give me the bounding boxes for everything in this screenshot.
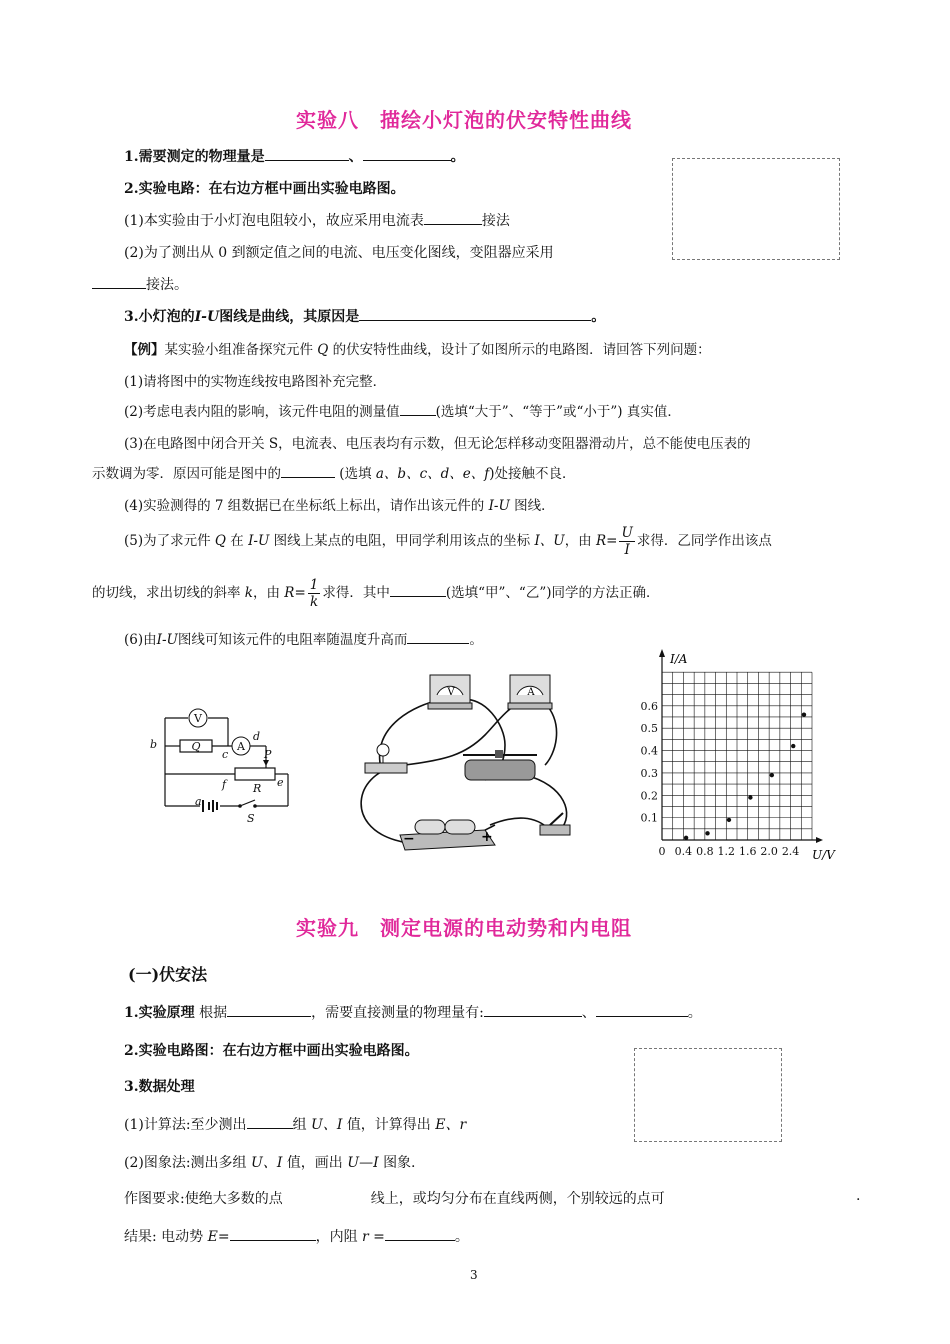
y-tick-label: 0.4 bbox=[640, 744, 658, 758]
chart-ylabel: I/A bbox=[670, 652, 688, 666]
y-tick-label: 0.5 bbox=[640, 722, 658, 736]
wire bbox=[545, 703, 557, 765]
exp8-item3: 3.小灯泡的I-U图线是曲线，其原因是 。 bbox=[124, 306, 605, 326]
label-e: e bbox=[277, 776, 284, 789]
blank[interactable] bbox=[230, 1226, 316, 1241]
blank[interactable] bbox=[385, 1226, 455, 1241]
switch-device bbox=[540, 813, 570, 835]
blank[interactable] bbox=[281, 463, 335, 478]
exp9-subtitle: (一)伏安法 bbox=[128, 965, 208, 984]
label-d: d bbox=[253, 730, 261, 743]
blank[interactable] bbox=[227, 1002, 311, 1017]
x-tick-label: 0.8 bbox=[696, 845, 714, 858]
lamp-holder bbox=[365, 744, 407, 773]
question-3: (3)在电路图中闭合开关 S，电流表、电压表均有示数，但无论怎样移动变阻器滑动片，总不能使电压表的 bbox=[124, 436, 751, 452]
label-f: f bbox=[222, 778, 227, 791]
data-point bbox=[770, 773, 774, 777]
voltmeter-device bbox=[428, 675, 472, 709]
y-tick-label: 0.1 bbox=[640, 811, 658, 825]
exp8-title: 实验八 描绘小灯泡的伏安特性曲线 bbox=[296, 108, 632, 132]
example-intro: 【例】某实验小组准备探究元件 Q 的伏安特性曲线，设计了如图所示的电路图．请回答下列问题： bbox=[124, 342, 711, 358]
battery-holder bbox=[400, 820, 495, 850]
exp8-item2-2-cont: 接法。 bbox=[92, 274, 188, 294]
x-tick-label: 0 bbox=[658, 845, 666, 858]
label-R: R bbox=[253, 782, 262, 795]
svg-text:+: + bbox=[481, 829, 493, 845]
data-point bbox=[748, 795, 752, 799]
x-tick-label: 1.2 bbox=[717, 845, 736, 858]
blank[interactable] bbox=[92, 274, 146, 289]
blank[interactable] bbox=[363, 146, 451, 161]
svg-text:A: A bbox=[527, 687, 535, 698]
exp9-graph-method: (2)图象法:测出多组 U、I 值，画出 U—I 图象. bbox=[124, 1155, 416, 1171]
question-6: (6)由I-U图线可知该元件的电阻率随温度升高而 。 bbox=[124, 628, 483, 648]
question-5: (5)为了求元件 Q 在 I-U 图线上某点的电阻，甲同学利用该点的坐标 I、U，由 R= $\frac{U}{I}$ 求得．乙同学作出该点 bbox=[124, 525, 772, 558]
x-axis-arrow bbox=[816, 837, 823, 843]
blank[interactable] bbox=[390, 582, 446, 597]
exp9-circuit: 2.实验电路图：在右边方框中画出实验电路图。 bbox=[124, 1043, 419, 1059]
circuit-diagram bbox=[140, 700, 300, 830]
blank[interactable] bbox=[424, 210, 482, 225]
x-tick-label: 1.6 bbox=[738, 845, 757, 858]
page-number: 3 bbox=[470, 1268, 478, 1282]
y-axis-arrow bbox=[659, 649, 665, 657]
exp8-item2-2: (2)为了测出从 0 到额定值之间的电流、电压变化图线，变阻器应采用 bbox=[124, 245, 554, 261]
chart-ticks bbox=[641, 700, 800, 858]
data-point bbox=[802, 713, 806, 717]
exp8-item2-1: (1)本实验由于小灯泡电阻较小，故应采用电流表 接法 bbox=[124, 210, 510, 230]
exp9-req-end: . bbox=[856, 1188, 861, 1204]
apparatus-drawing bbox=[345, 665, 580, 860]
blank[interactable] bbox=[265, 146, 349, 161]
exp9-data-processing: 3.数据处理 bbox=[124, 1079, 195, 1095]
blank[interactable] bbox=[596, 1002, 688, 1017]
label-S: S bbox=[247, 812, 255, 825]
y-tick-label: 0.6 bbox=[640, 699, 658, 713]
x-tick-label: 2.0 bbox=[760, 845, 778, 858]
data-point bbox=[791, 744, 795, 748]
blank[interactable] bbox=[400, 401, 436, 416]
exp8-item1: 1.需要测定的物理量是 、 。 bbox=[124, 146, 465, 166]
ammeter-device bbox=[508, 675, 552, 709]
label-P: P bbox=[264, 748, 272, 761]
exp9-calc-method: (1)计算法:至少测出 组 U、I 值，计算得出 E、r bbox=[124, 1114, 466, 1134]
wire bbox=[525, 775, 567, 830]
blank[interactable] bbox=[484, 1002, 582, 1017]
item1-text: 1.需要测定的物理量是 bbox=[124, 149, 265, 165]
question-1: (1)请将图中的实物连线按电路图补充完整． bbox=[124, 374, 387, 390]
label-b: b bbox=[150, 738, 158, 751]
x-tick-label: 2.4 bbox=[781, 845, 800, 858]
label-V: V bbox=[194, 712, 202, 725]
label-Q: Q bbox=[191, 740, 201, 753]
svg-text:−: − bbox=[403, 831, 415, 847]
chart-points bbox=[684, 713, 806, 840]
question-2: (2)考虑电表内阻的影响，该元件电阻的测量值 (选填“大于”、“等于”或“小于”) 真实值． bbox=[124, 400, 681, 420]
y-tick-label: 0.3 bbox=[640, 766, 658, 780]
label-a: a bbox=[195, 795, 202, 808]
chart-xlabel: U/V bbox=[812, 848, 835, 862]
data-point bbox=[684, 836, 688, 840]
question-5-cont: 的切线，求出切线的斜率 k，由 R= $\frac{1}{k}$ 求得．其中 (选填“甲”、“乙”)同学的方法正确． bbox=[92, 577, 660, 610]
answer-box-circuit[interactable] bbox=[672, 158, 840, 260]
exp8-item2: 2.实验电路：在右边方框中画出实验电路图。 bbox=[124, 181, 405, 197]
question-3-cont: 示数调为零．原因可能是图中的 (选填 a、b、c、d、e、f)处接触不良． bbox=[92, 462, 576, 482]
blank[interactable] bbox=[359, 306, 591, 321]
svg-text:V: V bbox=[447, 687, 455, 698]
blank[interactable] bbox=[247, 1114, 293, 1129]
chart-grid bbox=[662, 672, 812, 840]
exp9-title: 实验九 测定电源的电动势和内电阻 bbox=[296, 916, 632, 940]
x-tick-label: 0.4 bbox=[674, 845, 693, 858]
iu-chart bbox=[640, 645, 840, 865]
blank[interactable] bbox=[407, 629, 469, 644]
data-point bbox=[727, 818, 731, 822]
answer-box-circuit-2[interactable] bbox=[634, 1048, 782, 1142]
rheostat-device bbox=[463, 750, 537, 780]
question-4: (4)实验测得的 7 组数据已在坐标纸上标出，请作出该元件的 I-U 图线． bbox=[124, 498, 555, 514]
label-A: A bbox=[237, 740, 245, 753]
y-tick-label: 0.2 bbox=[640, 789, 658, 803]
exp9-plot-requirement: 作图要求:使绝大多数的点 线上，或均匀分布在直线两侧，个别较远的点可 bbox=[124, 1191, 665, 1207]
label-c: c bbox=[222, 748, 229, 761]
data-point bbox=[705, 831, 709, 835]
exp9-principle: 1.实验原理 根据 ，需要直接测量的物理量有: 、 。 bbox=[124, 1002, 702, 1022]
exp9-result: 结果: 电动势 E= ，内阻 r = 。 bbox=[124, 1226, 469, 1246]
